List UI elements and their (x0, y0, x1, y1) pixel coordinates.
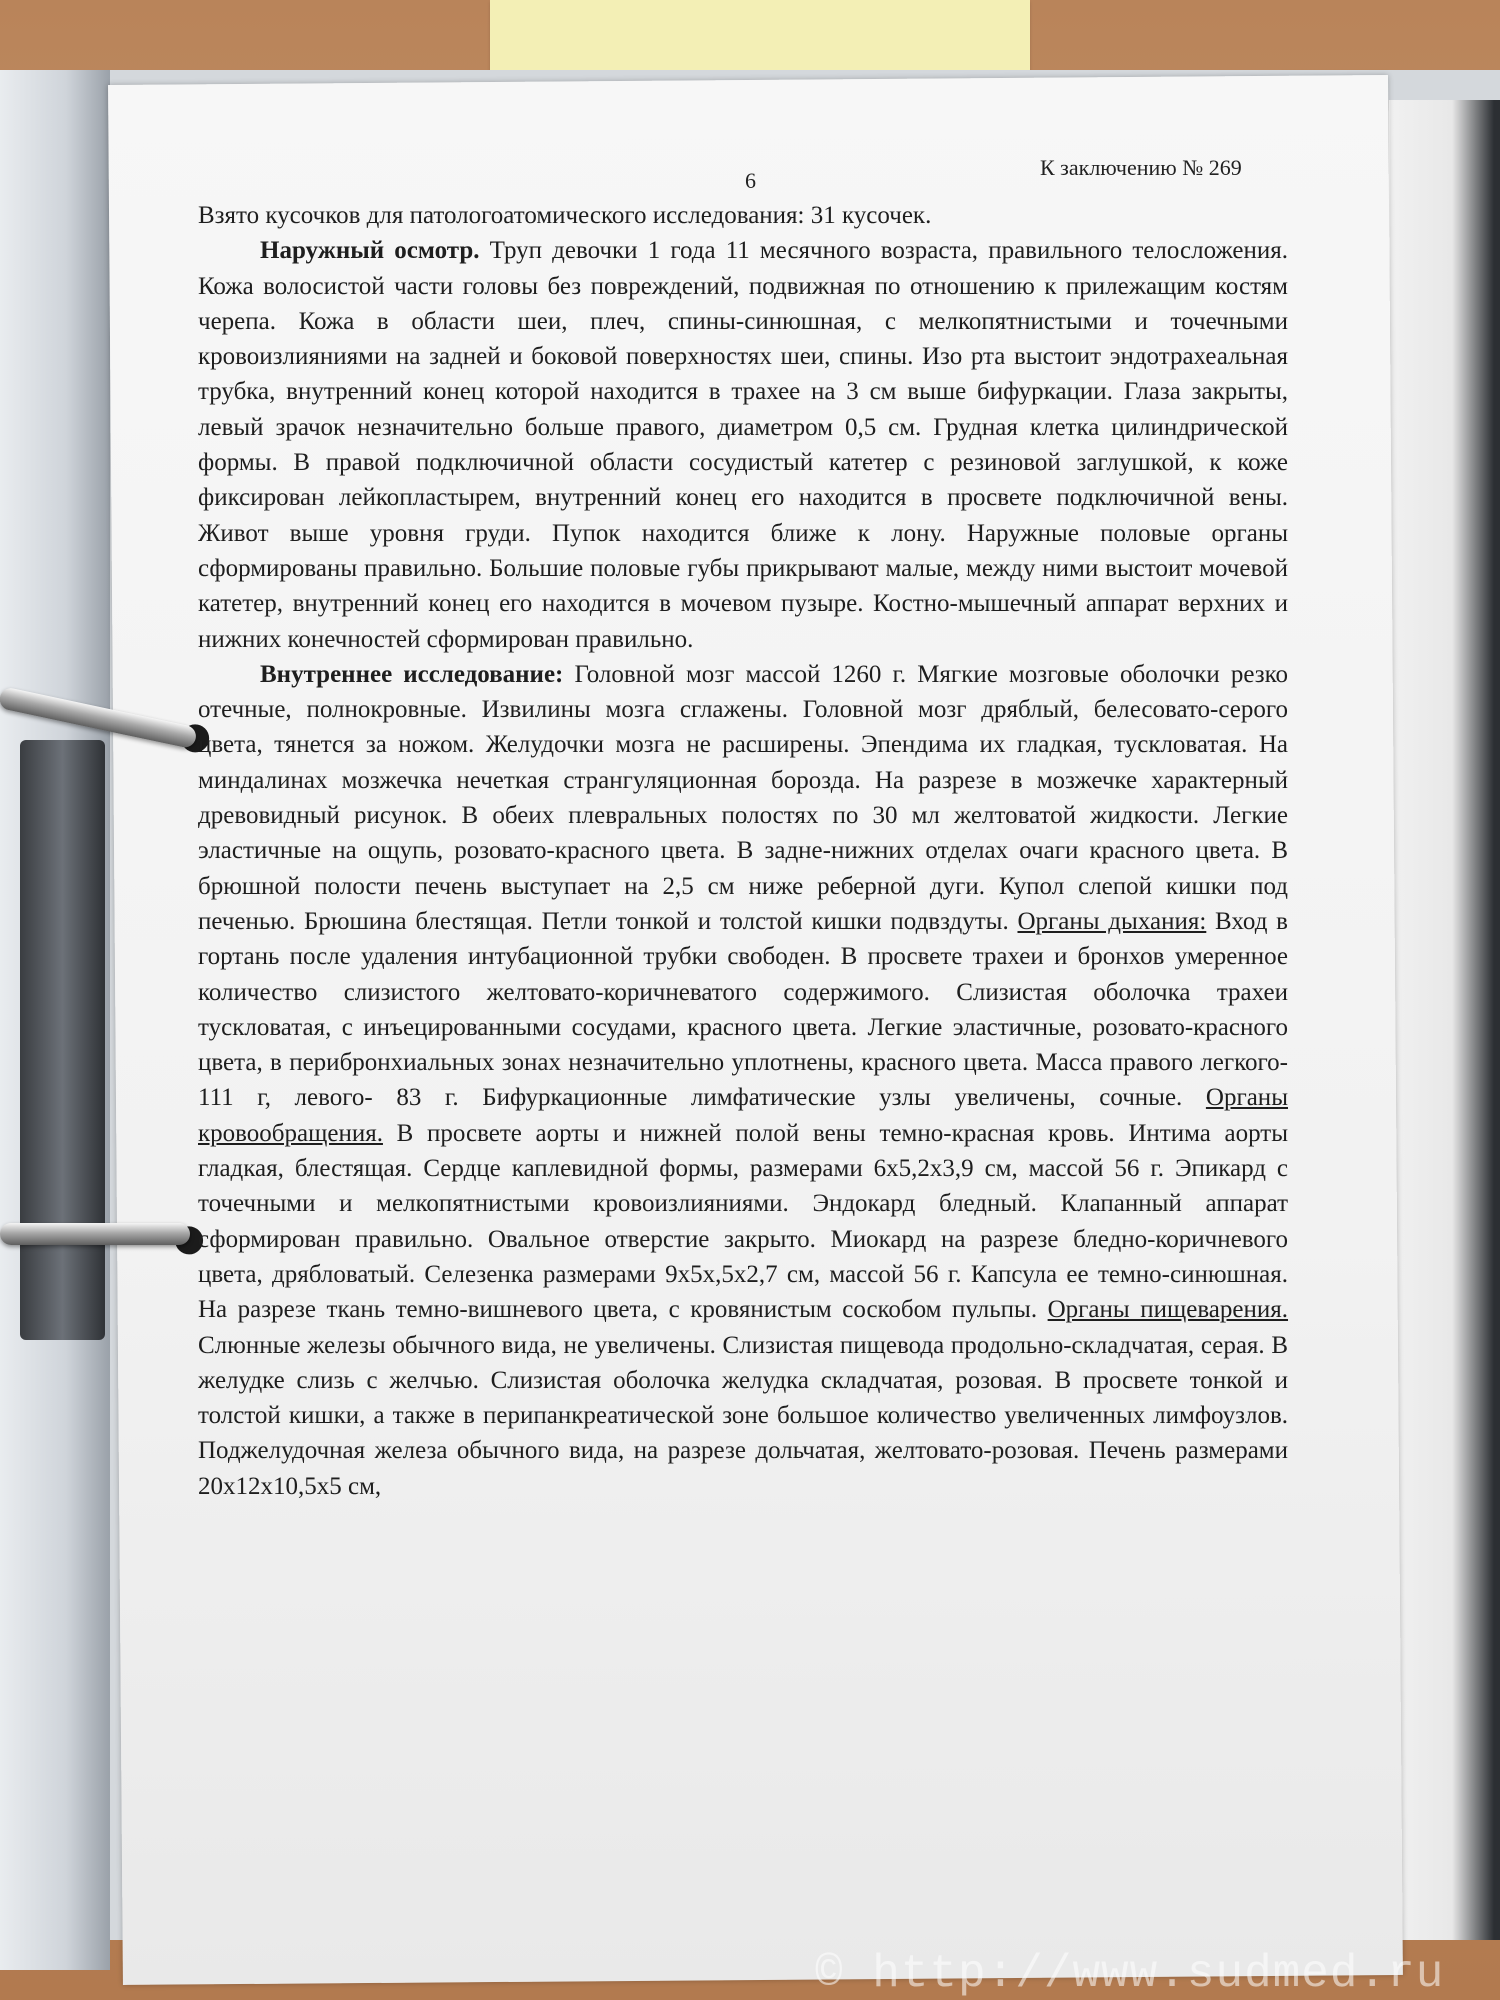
section-heading: Наружный осмотр. (260, 237, 480, 265)
ring-mechanism (20, 740, 105, 1340)
document-reference: К заключению № 269 (1040, 155, 1242, 180)
watermark: © http://www.sudmed.ru (815, 1948, 1445, 2000)
subsection-heading: Органы дыхания: (1017, 907, 1207, 935)
paragraph (198, 233, 1288, 657)
paragraph-text: Взято кусочков для патологоатомического исследования: 31 кусочек. (198, 202, 932, 229)
document-body (198, 198, 1288, 1504)
subsection-heading: Органы кровообращения. (198, 1084, 1288, 1147)
page-number: 6 (745, 168, 756, 193)
paragraph-text: Труп девочки 1 года 11 месячного возраста, правильного телосложения. Кожа волосистой части головы без повреждений, подвижная по отношению к прилежащим костям черепа. Кожа в области шеи, плеч, спины-синюшная, с мелкопятнистыми и точечными кровоизлияниями на задней и боковой поверхностях шеи, спины. Изо рта выстоит эндотрахеальная трубка, внутренний конец которой находится в трахее на 3 см выше бифуркации. Глаза закрыты, левый зрачок незначительно больше правого, диаметром 0,5 см. Грудная клетка цилиндрической формы. В правой подключичной области сосудистый катетер с резиновой заглушкой, к коже фиксирован лейкопластырем, внутренний конец его находится в просвете подключичной вены. Живот выше уровня груди. Пупок находится ближе к лону. Наружные половые органы сформированы правильно. Большие половые губы прикрывают малые, между ними выстоит мочевой катетер, внутренний конец его находится в мочевом пузыре. Костно-мышечный аппарат верхних и нижних конечностей сформирован правильно. (198, 237, 1288, 653)
paragraph (198, 657, 1288, 1504)
paragraph-text: Вход в гортань после удаления интубационной трубки свободен. В просвете трахеи и бронхов умеренное количество слизистого желтовато-коричневатого содержимого. Слизистая оболочка трахеи тускловатая, с инъецированными сосудами, красного цвета. Легкие эластичные, розовато-красного цвета, в перибронхиальных зонах незначительно уплотнены, красного цвета. Масса правого легкого- 111 г, левого- 83 г. Бифуркационные лимфатические узлы увеличены, сочные. (198, 907, 1288, 1112)
section-heading: Внутреннее исследование: (260, 660, 564, 688)
paragraph-text: В просвете аорты и нижней полой вены темно-красная кровь. Интима аорты гладкая, блестящая. Сердце каплевидной формы, размерами 6х5,2х3,9 см, массой 56 г. Эпикард с точечными и мелкопятнистыми кровоизлияниями. Эндокард бледный. Клапанный аппарат сформирован правильно. Овальное отверстие закрыто. Миокард на разрезе бледно-коричневого цвета, дрябловатый. Селезенка размерами 9х5х,5х2,7 см, массой 56 г. Капсула ее темно-синюшная. На разрезе ткань темно-вишневого цвета, с кровянистым соскобом пульпы. (198, 1119, 1288, 1324)
binder-ring-bottom (0, 1223, 190, 1245)
paragraph-text: Слюнные железы обычного вида, не увеличены. Слизистая пищевода продольно-складчатая, серая. В желудке слизь с желчью. Слизистая оболочка желудка складчатая, розовая. В просвете тонкой и толстой кишки, а также в перипанкреатической зоне большое количество увеличенных лимфоузлов. Поджелудочная железа обычного вида, на разрезе дольчатая, желтовато-розовая. Печень размерами 20х12х10,5х5 см, (198, 1331, 1288, 1500)
subsection-heading: Органы пищеварения. (1047, 1296, 1289, 1324)
paragraph (198, 198, 1288, 233)
paragraph-text: Головной мозг массой 1260 г. Мягкие мозговые оболочки резко отечные, полнокровные. Извилины мозга сглажены. Головной мозг дряблый, белесовато-серого цвета, тянется за ножом. Желудочки мозга не расширены. Эпендима их гладкая, тускловатая. На миндалинах мозжечка нечеткая странгуляционная борозда. На разрезе в мозжечке характерный древовидный рисунок. В обеих плевральных полостях по 30 мл желтоватой жидкости. Легкие эластичные на ощупь, розовато-красного цвета. В задне-нижних отделах очаги красного цвета. В брюшной полости печень выступает на 2,5 см ниже реберной дуги. Купол слепой кишки под печенью. Брюшина блестящая. Петли тонкой и толстой кишки подвздуты. (198, 660, 1289, 935)
